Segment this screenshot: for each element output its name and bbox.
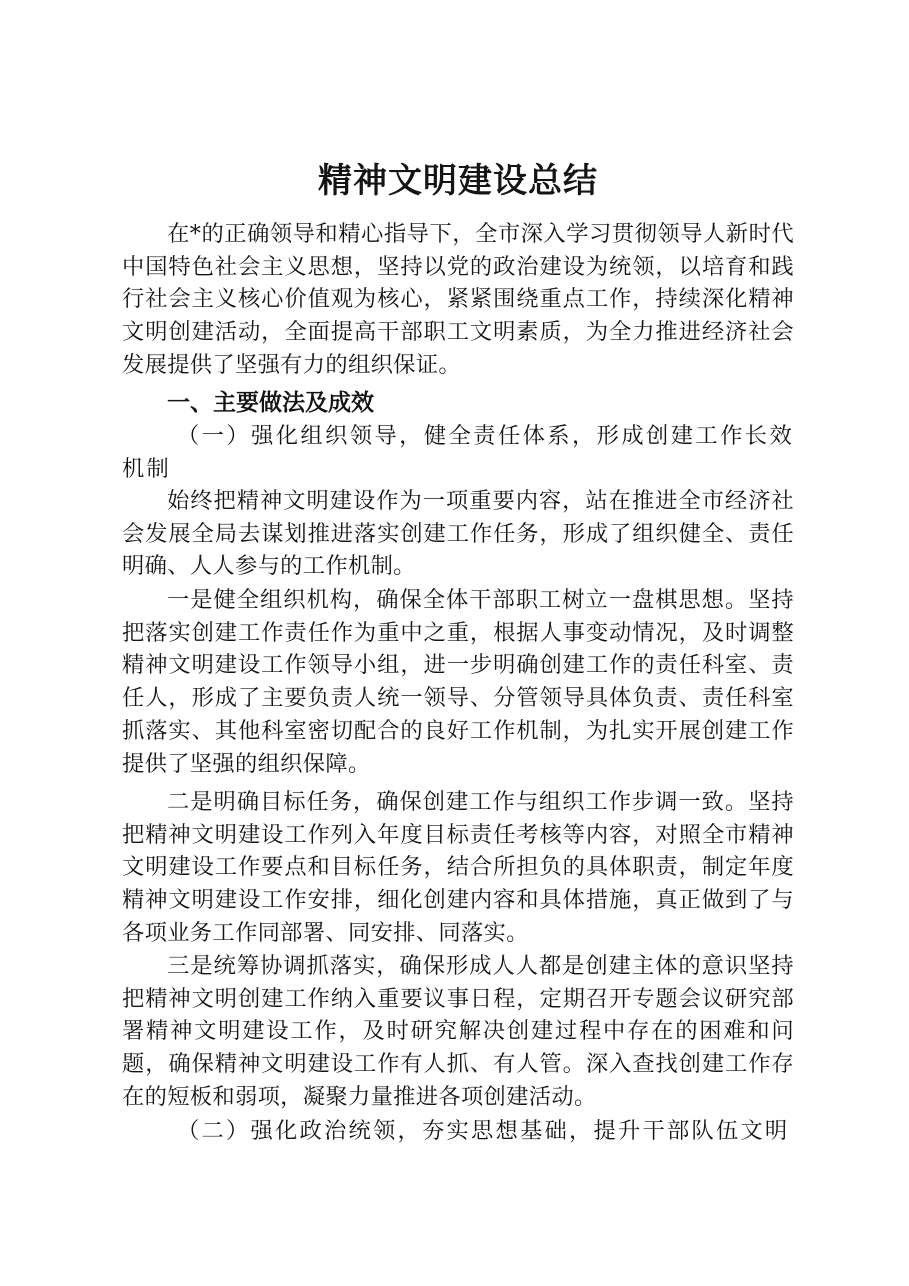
subsection-heading-1: （一）强化组织领导，健全责任体系，形成创建工作长效机制 [122, 423, 794, 482]
document-title: 精神文明建设总结 [318, 161, 598, 201]
section-heading: 一、主要做法及成效 [167, 390, 374, 416]
point-paragraph-1: 一是健全组织机构，确保全体干部职工树立一盘棋思想。坚持把落实创建工作责任作为重中之重，根据人事变动情况，及时调整精神文明建设工作领导小组，进一步明确创建工作的责任科室、责任人，形成了主要负责人统一领导、分管领导具体负责、责任科室抓落实、其他科室密切配合的良好工作机制，为扎实开展创建工作提供了坚强的组织保障。 [122, 587, 794, 777]
subsection-paragraph-1: 始终把精神文明建设作为一项重要内容，站在推进全市经济社会发展全局去谋划推进落实创建工作任务，形成了组织健全、责任明确、人人参与的工作机制。 [122, 488, 794, 580]
point-paragraph-2: 二是明确目标任务，确保创建工作与组织工作步调一致。坚持把精神文明建设工作列入年度目标责任考核等内容，对照全市精神文明建设工作要点和目标任务，结合所担负的具体职责，制定年度精神文明建设工作安排，细化创建内容和具体措施，真正做到了与各项业务工作同部署、同安排、同落实。 [122, 789, 794, 946]
subsection-heading-2: （二）强化政治统领，夯实思想基础，提升干部队伍文明 [177, 1118, 790, 1144]
document-page [122, 0, 794, 1286]
intro-paragraph: 在*的正确领导和精心指导下，全市深入学习贯彻领导人新时代中国特色社会主义思想，坚持以党的政治建设为统领，以培育和践行社会主义核心价值观为核心，紧紧围绕重点工作，持续深化精神文明创建活动，全面提高干部职工文明素质，为全力推进经济社会发展提供了坚强有力的组织保证。 [122, 221, 794, 378]
point-paragraph-3: 三是统筹协调抓落实，确保形成人人都是创建主体的意识坚持把精神文明创建工作纳入重要议事日程，定期召开专题会议研究部署精神文明建设工作，及时研究解决创建过程中存在的困难和问题，确保精神文明建设工作有人抓、有人管。深入查找创建工作存在的短板和弱项，凝聚力量推进各项创建活动。 [122, 953, 794, 1110]
